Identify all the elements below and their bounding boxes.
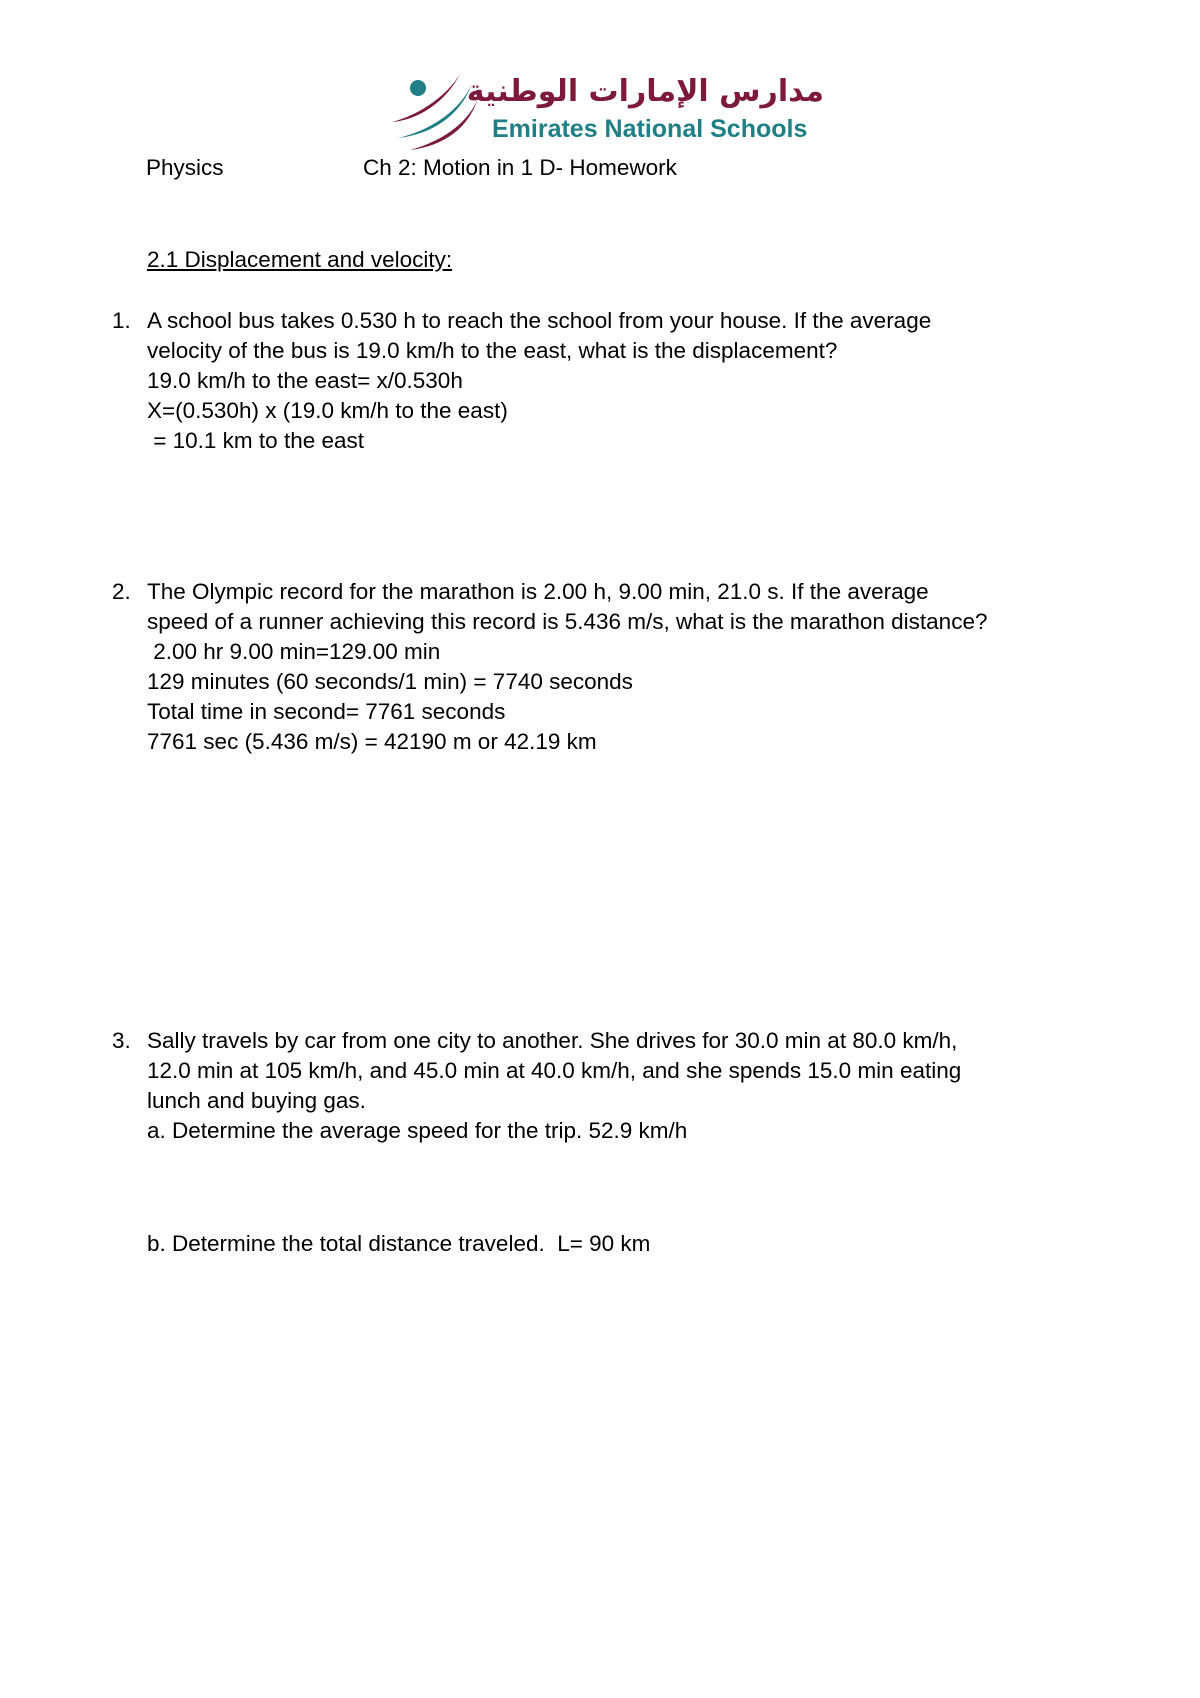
page-title: Ch 2: Motion in 1 D- Homework — [363, 155, 677, 180]
answer-line: 19.0 km/h to the east= x/0.530h — [147, 368, 463, 393]
question-line: Sally travels by car from one city to another. She drives for 30.0 min at 80.0 km/h, — [147, 1028, 958, 1053]
question-line: lunch and buying gas. — [147, 1088, 366, 1113]
question-line: speed of a runner achieving this record is 5.436 m/s, what is the marathon distance? — [147, 609, 988, 634]
answer-line: 2.00 hr 9.00 min=129.00 min — [147, 639, 441, 664]
answer-line: Total time in second= 7761 seconds — [147, 699, 506, 724]
school-logo — [388, 70, 828, 152]
answer-line: X=(0.530h) x (19.0 km/h to the east) — [147, 398, 508, 423]
answer-line: 7761 sec (5.436 m/s) = 42190 m or 42.19 km — [147, 729, 597, 754]
question-number: 1. — [112, 308, 131, 333]
logo-english-name: Emirates National Schools — [492, 115, 808, 143]
question-line: A school bus takes 0.530 h to reach the school from your house. If the average — [147, 308, 932, 333]
answer-line: a. Determine the average speed for the trip. 52.9 km/h — [147, 1118, 688, 1143]
logo-arabic-name: مدارس الإمارات الوطنية — [466, 74, 824, 109]
question-number: 2. — [112, 579, 131, 604]
subject-label: Physics — [146, 155, 224, 180]
answer-line: 129 minutes (60 seconds/1 min) = 7740 seconds — [147, 669, 633, 694]
question-line: The Olympic record for the marathon is 2.00 h, 9.00 min, 21.0 s. If the average — [147, 579, 929, 604]
question-number: 3. — [112, 1028, 131, 1053]
section-heading: 2.1 Displacement and velocity: — [147, 247, 453, 272]
answer-line: b. Determine the total distance traveled. L= 90 km — [147, 1231, 651, 1256]
question-line: 12.0 min at 105 km/h, and 45.0 min at 40.0 km/h, and she spends 15.0 min eating — [147, 1058, 962, 1083]
question-line: velocity of the bus is 19.0 km/h to the east, what is the displacement? — [147, 338, 838, 363]
answer-line: = 10.1 km to the east — [147, 428, 365, 453]
